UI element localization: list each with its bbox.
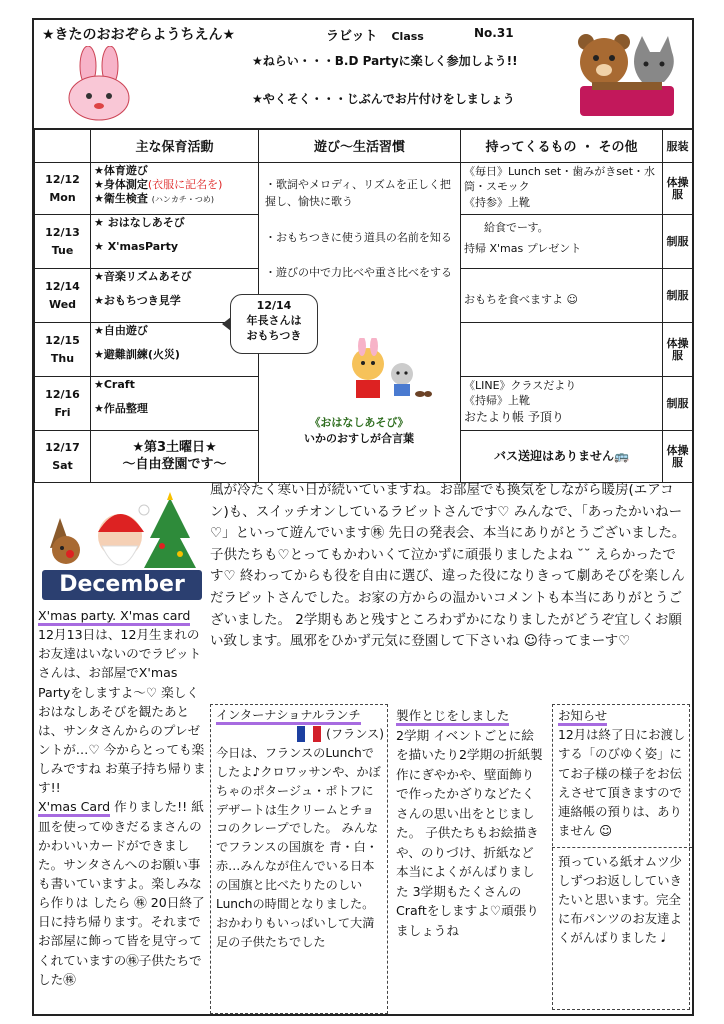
- class-name: [326, 25, 424, 44]
- weekday: Mon: [49, 190, 76, 204]
- card-title: X'mas Card: [38, 799, 110, 817]
- date-cell: [35, 163, 91, 215]
- date: 12/14: [45, 279, 80, 293]
- story-box: [260, 414, 458, 446]
- date: 12/13: [45, 225, 80, 239]
- lunch-body: 今日は、フランスのLunchでしたよ♪クロワッサンや、かぼちゃのポタージュ・ポトフに デザートは生クリームとチョコのクレープでした。 みんなでフランスの国旗を 青・白・赤…みんなが住んでいる日本の国旗と比べたりたのしいLunchの時間となりました。おかわりもいっぱいして大満足の子供たちでした: [216, 745, 381, 949]
- lunch-country: (フランス): [326, 726, 384, 741]
- newsletter: [32, 18, 694, 1016]
- bring-item: 《持帰》上靴: [464, 394, 530, 408]
- wear-cell: 体操服: [663, 323, 693, 377]
- date-cell: [35, 431, 91, 483]
- bring-note: 給食でーす。: [484, 221, 549, 234]
- rabbit-kids-illustration: [340, 338, 432, 402]
- play-header: 遊び～生活習慣: [259, 129, 461, 163]
- wear-cell: 制服: [663, 377, 693, 431]
- notice-body: 12月は終了日にお渡しする「のびゆく姿」にてお子様の様子をお伝えさせて頂きますので連絡帳の預りは、ありません ☺: [558, 727, 686, 839]
- play-item: ・おもちつきに使う道具の名前を知る: [265, 231, 452, 244]
- weekday: Tue: [51, 243, 74, 257]
- activity: ★音楽リズムあそび: [94, 270, 192, 283]
- date-cell: [35, 323, 91, 377]
- date-cell: [35, 377, 91, 431]
- bubble-line: おもちつき: [246, 328, 302, 342]
- wear-cell: 制服: [663, 215, 693, 269]
- play-item: ・歌詞やメロディ、リズムを正しく把握し、愉快に歌う: [265, 178, 451, 208]
- play-item: ・遊びの中で力比べや重さ比べをする: [265, 265, 452, 279]
- activity: ★体育遊び: [94, 164, 148, 177]
- weekday: Sat: [52, 458, 73, 472]
- lunch-section: [216, 706, 384, 952]
- bring-cell: [461, 163, 663, 215]
- xmas-body: 12月13日は、12月生まれのお友達はいないのでラビットさんは、お部屋でX'mas Partyをしますよ～♡ 楽しくおはなしあそびを観たあとは、サンタさんからのプレゼントが…♡ 今からとっても楽しみですね お菓子持ち帰ります!!: [38, 627, 206, 796]
- activity-cell: [91, 377, 259, 431]
- activity-subnote: (ハンカチ・つめ): [151, 194, 214, 204]
- promise-text: ★やくそく・・・じぶんでお片付けをしましょう: [252, 92, 515, 106]
- activity-header: 主な保育活動: [91, 129, 259, 163]
- rabbit-illustration: [64, 46, 134, 122]
- main-message: 風が冷たく寒い日が続いていますね。お部屋でも換気をしながら暖房(エアコン)も、スイッチオンしているラビットさんです♡ みんなで、「あったかいねー♡」といって遊んでいます㊑ 先日の発表会、本当にありがとうございました。子供たちも♡とってもかわいくて泣かずに頑張りましたよね ˘˘ えらかったです♡ 終わってからも役を自由に選び、違った役になりきって劇あそびを楽しんだラビットさんでした。お家の方からの温かいコメントも本当にありがとうございました。 2学期もあと残すところわずかになりましたがどうぞ宜しくお願い致します。風邪をひかず元気に登園して下さいね ☺待ってまーす♡: [210, 482, 686, 650]
- bring-note: おもちを食べますよ ☺: [464, 293, 578, 306]
- xmas-section: [38, 606, 210, 989]
- weekday: Thu: [50, 351, 75, 365]
- bring-cell: [461, 269, 663, 323]
- bring-note: 持帰 X'mas プレゼント: [464, 242, 582, 256]
- story-title: 《おはなしあそび》: [309, 416, 409, 429]
- notice-title: お知らせ: [558, 708, 607, 726]
- activity: ★おもちつき見学: [94, 293, 181, 307]
- craft-title: 製作とじをしました: [396, 708, 509, 726]
- craft-section: [396, 706, 546, 940]
- weekday: Fri: [54, 405, 71, 419]
- activity: ★Craft: [94, 378, 135, 391]
- wear-cell: 体操服: [663, 163, 693, 215]
- bring-item: 《毎日》Lunch set・歯みがきset・水筒・スモック: [464, 165, 656, 194]
- activity: ～自由登園です～: [122, 456, 227, 472]
- activity-cell: [91, 215, 259, 269]
- activity-note: (衣服に記名を): [147, 177, 223, 191]
- class-label: ラビット: [326, 29, 378, 44]
- bring-header: 持ってくるもの ・ その他: [461, 129, 663, 163]
- activity: ★第3土曜日★: [132, 440, 217, 456]
- date: 12/17: [45, 440, 80, 454]
- weekday: Wed: [48, 297, 77, 311]
- bring-item: 《LINE》クラスだより: [464, 379, 577, 392]
- class-word: Class: [391, 30, 424, 43]
- date: 12/15: [45, 333, 80, 347]
- bus-note: バス送迎はありません🚌: [494, 449, 629, 464]
- france-flag-icon: [296, 726, 322, 742]
- header: [34, 20, 692, 130]
- date: 12/12: [45, 172, 80, 186]
- diaper-body: 預っている紙オムツ少しずつお返ししていきたいと思います。完全に布パンツのお友達よくがんばりました 𝅘𝅥: [558, 853, 682, 946]
- craft-body: 2学期 イベントごとに絵を描いたり2学期の折紙製作にぎやかや、壁面飾りで作ったかざりなどたくさんの思い出をとじました。 子供たちもお絵描きや、のりづけ、折紙など本当によくがんばりました 3学期もたくさんのCraftをしますよ♡頑張りましょうね: [396, 727, 543, 938]
- issue-number: No.31: [474, 26, 514, 40]
- activity: ★ X'masParty: [94, 239, 179, 253]
- bring-note: おたより帳 予頂り: [464, 409, 564, 424]
- date: 12/16: [45, 387, 80, 401]
- date-header: [35, 129, 91, 163]
- activity-cell: [91, 163, 259, 215]
- notes-section: [34, 480, 692, 1014]
- activity: ★身体測定: [94, 177, 148, 191]
- lunch-title: インターナショナルランチ: [216, 708, 361, 725]
- bring-item: 《持参》上靴: [464, 195, 530, 209]
- bubble-line: 年長さんは: [246, 313, 302, 327]
- december-title: December: [42, 570, 202, 600]
- card-body: 作りました!! 紙皿を使ってゆきだるまさんのかわいいカードができました。サンタさんへのお願い事も書いていますよ。楽しみなら作りは したら ㊑ 20日終了日に持ち帰ります。それまでお部屋に飾って皆を見守ってくれていますの㊑子供たちでした㊑: [38, 799, 205, 987]
- bubble-line: 12/14: [256, 299, 292, 312]
- bring-cell: [461, 377, 663, 431]
- mochi-bubble: [230, 294, 318, 354]
- xmas-title: X'mas party. X'mas card: [38, 608, 190, 626]
- date-cell: [35, 215, 91, 269]
- activity: ★作品整理: [94, 401, 148, 415]
- notice-section: [558, 706, 686, 948]
- story-name: いかのおすしが合言葉: [304, 432, 414, 445]
- wear-header: 服装: [663, 129, 693, 163]
- wear-cell: 体操服: [663, 431, 693, 483]
- bring-cell: [461, 215, 663, 269]
- activity: ★自由遊び: [94, 324, 148, 337]
- bring-cell: [461, 323, 663, 377]
- bear-cat-illustration: [566, 28, 684, 122]
- activity: ★衛生検査: [94, 191, 148, 205]
- bring-cell: [461, 431, 663, 483]
- school-name: ★きたのおおぞらようちえん★: [42, 27, 236, 43]
- wear-cell: 制服: [663, 269, 693, 323]
- aim-text: ★ねらい・・・B.D Partyに楽しく参加しよう!!: [252, 54, 518, 68]
- activity: ★避難訓練(火災): [94, 347, 180, 361]
- date-cell: [35, 269, 91, 323]
- activity: ★ おはなしあそび: [94, 216, 185, 229]
- activity-cell: [91, 431, 259, 483]
